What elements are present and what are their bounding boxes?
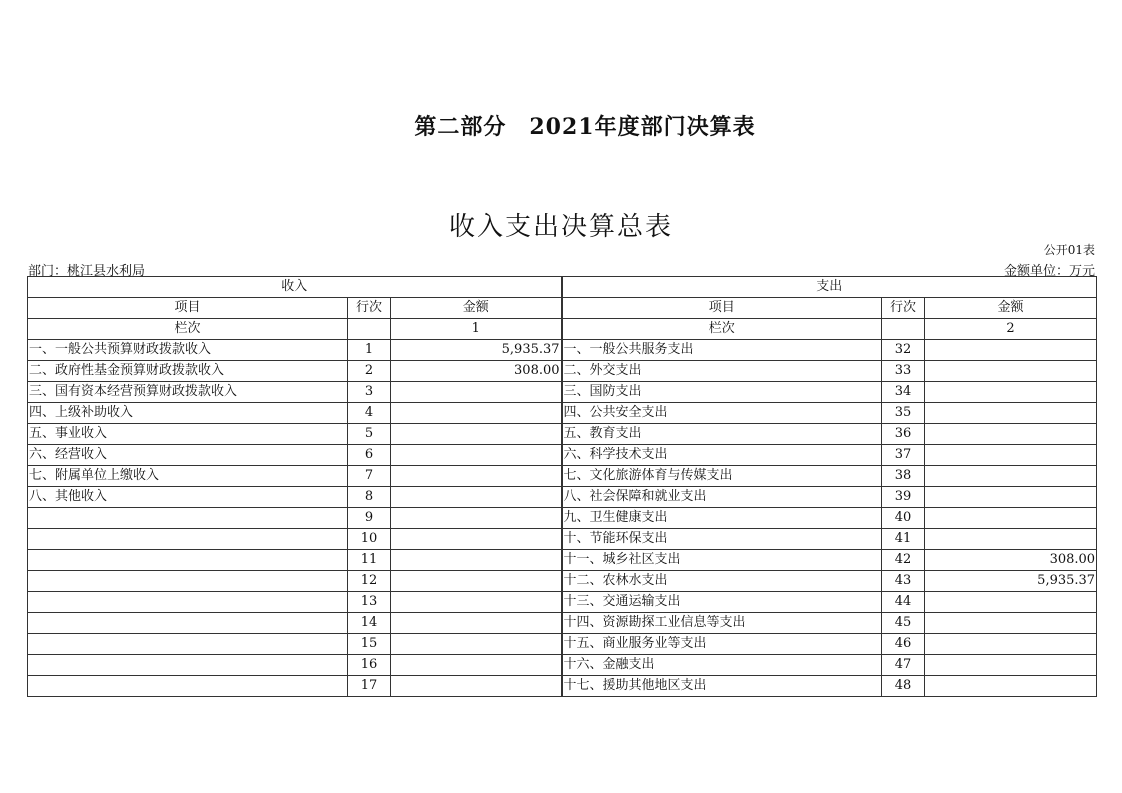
- expense-column-blank: [882, 319, 925, 340]
- income-amount-cell: [391, 676, 562, 697]
- table-row: [28, 592, 1097, 613]
- table-row: [28, 361, 1097, 382]
- table-row: [28, 466, 1097, 487]
- income-amount-cell: [391, 571, 562, 592]
- expense-item-cell: 二、外交支出: [562, 361, 882, 382]
- expense-amount-cell: [925, 361, 1097, 382]
- expense-line-cell: 37: [882, 445, 925, 466]
- income-line-header: 行次: [348, 298, 391, 319]
- income-section-header: 收入: [28, 277, 562, 298]
- expense-line-cell: 45: [882, 613, 925, 634]
- expense-item-cell: 十、节能环保支出: [562, 529, 882, 550]
- part-title: 第二部分 2021年度部门决算表: [414, 114, 756, 140]
- expense-amount-cell: [925, 655, 1097, 676]
- income-amount-cell: 5,935.37: [391, 340, 562, 361]
- income-expense-table: [27, 276, 1097, 697]
- income-line-cell: 13: [348, 592, 391, 613]
- expense-amount-cell: [925, 340, 1097, 361]
- expense-line-cell: 39: [882, 487, 925, 508]
- income-line-cell: 14: [348, 613, 391, 634]
- expense-amount-cell: [925, 445, 1097, 466]
- expense-item-cell: 十二、农林水支出: [562, 571, 882, 592]
- table-row: [28, 403, 1097, 424]
- expense-line-cell: 41: [882, 529, 925, 550]
- income-amount-cell: [391, 634, 562, 655]
- table-row: [28, 445, 1097, 466]
- expense-item-header: 项目: [562, 298, 882, 319]
- income-amount-cell: [391, 508, 562, 529]
- income-line-cell: 9: [348, 508, 391, 529]
- expense-amount-cell: [925, 508, 1097, 529]
- expense-amount-cell: [925, 487, 1097, 508]
- income-line-cell: 7: [348, 466, 391, 487]
- table-row: [28, 487, 1097, 508]
- expense-line-header: 行次: [882, 298, 925, 319]
- income-item-cell: 三、国有资本经营预算财政拨款收入: [28, 382, 348, 403]
- income-item-cell: [28, 571, 348, 592]
- expense-item-cell: 七、文化旅游体育与传媒支出: [562, 466, 882, 487]
- expense-line-cell: 47: [882, 655, 925, 676]
- income-item-cell: [28, 508, 348, 529]
- income-amount-cell: [391, 445, 562, 466]
- unit-label: 金额单位：万元: [1003, 264, 1095, 279]
- expense-amount-cell: [925, 676, 1097, 697]
- income-line-cell: 6: [348, 445, 391, 466]
- expense-line-cell: 44: [882, 592, 925, 613]
- table-row: [28, 676, 1097, 697]
- income-item-cell: [28, 592, 348, 613]
- income-item-cell: [28, 550, 348, 571]
- income-line-cell: 17: [348, 676, 391, 697]
- income-item-cell: [28, 676, 348, 697]
- income-item-cell: 五、事业收入: [28, 424, 348, 445]
- income-amount-cell: [391, 550, 562, 571]
- income-item-cell: [28, 613, 348, 634]
- income-amount-cell: [391, 613, 562, 634]
- table-row: [28, 571, 1097, 592]
- expense-amount-cell: [925, 466, 1097, 487]
- form-number: 公开01表: [1043, 243, 1095, 257]
- expense-amount-header: 金额: [925, 298, 1097, 319]
- table-title: 收入支出决算总表: [448, 212, 673, 242]
- expense-item-cell: 十三、交通运输支出: [562, 592, 882, 613]
- income-amount-cell: [391, 487, 562, 508]
- income-item-cell: 四、上级补助收入: [28, 403, 348, 424]
- expense-line-cell: 40: [882, 508, 925, 529]
- income-line-cell: 8: [348, 487, 391, 508]
- expense-line-cell: 46: [882, 634, 925, 655]
- income-amount-header: 金额: [391, 298, 562, 319]
- income-item-cell: [28, 634, 348, 655]
- income-amount-cell: [391, 424, 562, 445]
- income-line-cell: 5: [348, 424, 391, 445]
- expense-line-cell: 43: [882, 571, 925, 592]
- expense-amount-cell: [925, 613, 1097, 634]
- income-line-cell: 16: [348, 655, 391, 676]
- expense-line-cell: 38: [882, 466, 925, 487]
- income-item-cell: 八、其他收入: [28, 487, 348, 508]
- income-item-header: 项目: [28, 298, 348, 319]
- income-line-cell: 3: [348, 382, 391, 403]
- expense-line-cell: 36: [882, 424, 925, 445]
- department-label: 部门：桃江县水利局: [28, 264, 146, 279]
- table-row: [28, 655, 1097, 676]
- income-column-blank: [348, 319, 391, 340]
- expense-line-cell: 33: [882, 361, 925, 382]
- income-item-cell: [28, 529, 348, 550]
- income-line-cell: 15: [348, 634, 391, 655]
- expense-item-cell: 四、公共安全支出: [562, 403, 882, 424]
- income-line-cell: 4: [348, 403, 391, 424]
- expense-amount-cell: [925, 529, 1097, 550]
- expense-line-cell: 34: [882, 382, 925, 403]
- table-row: [28, 340, 1097, 361]
- income-amount-cell: [391, 382, 562, 403]
- income-amount-cell: [391, 403, 562, 424]
- table-row: [28, 424, 1097, 445]
- income-amount-cell: [391, 655, 562, 676]
- expense-column-label: 栏次: [562, 319, 882, 340]
- income-line-cell: 12: [348, 571, 391, 592]
- income-item-cell: 一、一般公共预算财政拨款收入: [28, 340, 348, 361]
- expense-line-cell: 32: [882, 340, 925, 361]
- expense-amount-cell: [925, 403, 1097, 424]
- expense-line-cell: 35: [882, 403, 925, 424]
- income-line-cell: 1: [348, 340, 391, 361]
- expense-section-header: 支出: [562, 277, 1097, 298]
- expense-item-cell: 六、科学技术支出: [562, 445, 882, 466]
- expense-item-cell: 三、国防支出: [562, 382, 882, 403]
- table-row: [28, 613, 1097, 634]
- income-item-cell: [28, 655, 348, 676]
- expense-amount-cell: [925, 382, 1097, 403]
- income-item-cell: 七、附属单位上缴收入: [28, 466, 348, 487]
- section-header-row: [28, 277, 1097, 298]
- income-item-cell: 二、政府性基金预算财政拨款收入: [28, 361, 348, 382]
- expense-amount-cell: 5,935.37: [925, 571, 1097, 592]
- expense-line-cell: 42: [882, 550, 925, 571]
- income-column-number: 1: [391, 319, 562, 340]
- income-amount-cell: [391, 466, 562, 487]
- expense-item-cell: 十六、金融支出: [562, 655, 882, 676]
- income-line-cell: 11: [348, 550, 391, 571]
- expense-item-cell: 一、一般公共服务支出: [562, 340, 882, 361]
- expense-line-cell: 48: [882, 676, 925, 697]
- income-amount-cell: [391, 592, 562, 613]
- expense-item-cell: 五、教育支出: [562, 424, 882, 445]
- expense-item-cell: 九、卫生健康支出: [562, 508, 882, 529]
- income-column-label: 栏次: [28, 319, 348, 340]
- column-header-row: [28, 298, 1097, 319]
- table-row: [28, 529, 1097, 550]
- expense-amount-cell: [925, 634, 1097, 655]
- table-row: [28, 634, 1097, 655]
- expense-item-cell: 十五、商业服务业等支出: [562, 634, 882, 655]
- expense-amount-cell: [925, 424, 1097, 445]
- expense-item-cell: 八、社会保障和就业支出: [562, 487, 882, 508]
- column-index-row: [28, 319, 1097, 340]
- table-row: [28, 382, 1097, 403]
- income-item-cell: 六、经营收入: [28, 445, 348, 466]
- expense-amount-cell: 308.00: [925, 550, 1097, 571]
- table-row: [28, 550, 1097, 571]
- expense-amount-cell: [925, 592, 1097, 613]
- income-line-cell: 2: [348, 361, 391, 382]
- expense-item-cell: 十一、城乡社区支出: [562, 550, 882, 571]
- expense-item-cell: 十七、援助其他地区支出: [562, 676, 882, 697]
- expense-column-number: 2: [925, 319, 1097, 340]
- income-amount-cell: [391, 529, 562, 550]
- expense-item-cell: 十四、资源勘探工业信息等支出: [562, 613, 882, 634]
- income-amount-cell: 308.00: [391, 361, 562, 382]
- income-line-cell: 10: [348, 529, 391, 550]
- table-row: [28, 508, 1097, 529]
